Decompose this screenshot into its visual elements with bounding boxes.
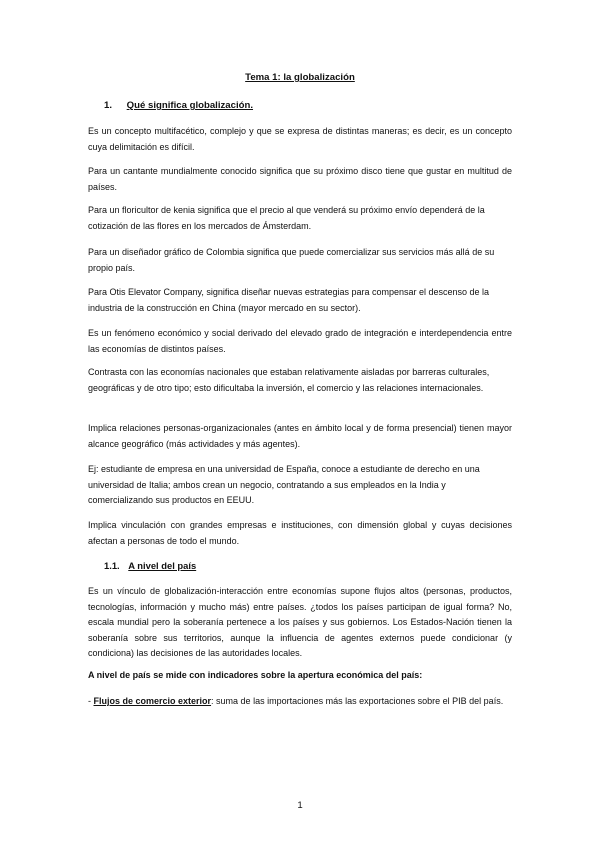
bullet-text: : suma de las importaciones más las exportaciones sobre el PIB del país.	[211, 696, 504, 706]
paragraph: Es un concepto multifacético, complejo y que se expresa de distintas maneras; es decir, es un concepto cuya delimitación es difícil.	[88, 126, 512, 152]
paragraph: Es un vínculo de globalización-interacción entre economías supone flujos altos (personas, productos, tecnologías, información y mucho más) entre países. ¿todos los países participan de igual forma? No, escala mundial pero la soberanía pertenece a los países y sus gobiernos. Los Estados-Nación tienen la soberanía sobre sus territorios, aunque la influencia de agentes externos puede condicionar (y condiciona) las decisiones de las autoridades locales.	[88, 586, 512, 658]
bullet-term: Flujos de comercio exterior	[93, 696, 212, 706]
paragraph: Implica relaciones personas-organizacionales (antes en ámbito local y de forma presencial) tienen mayor alcance geográfico (más actividades y más agentes).	[88, 423, 512, 449]
section-title: A nivel del país	[128, 560, 197, 571]
bullet-item	[88, 694, 512, 710]
page-number: 1	[297, 800, 303, 811]
document-title: Tema 1: la globalización	[245, 72, 355, 83]
section-number: 1.1.	[104, 560, 120, 571]
paragraph: Ej: estudiante de empresa en una universidad de España, conoce a estudiante de derecho en una universidad de Italia; ambos crean un negocio, contratando a sus empleados en la India y comercializando sus productos en EEUU.	[88, 464, 480, 505]
paragraph: Para un cantante mundialmente conocido significa que su próximo disco tiene que gustar en multitud de países.	[88, 166, 512, 192]
paragraph: Implica vinculación con grandes empresas e instituciones, con dimensión global y cuyas decisiones afectan a personas de todo el mundo.	[88, 520, 512, 546]
bullet-prefix: -	[88, 696, 94, 706]
section-heading-1-1	[104, 560, 196, 571]
section-heading-1	[104, 100, 253, 111]
section-number: 1.	[104, 100, 113, 111]
bold-statement: A nivel de país se mide con indicadores sobre la apertura económica del país:	[88, 670, 423, 680]
paragraph: Para un diseñador gráfico de Colombia significa que puede comercializar sus servicios más allá de su propio país.	[88, 247, 495, 273]
paragraph: Para un floricultor de kenia significa que el precio al que venderá su próximo envío dependerá de la cotización de las flores en los mercados de Ámsterdam.	[88, 205, 485, 231]
paragraph: Para Otis Elevator Company, significa diseñar nuevas estrategias para compensar el descenso de la industria de la construcción en China (mayor mercado en su sector).	[88, 287, 490, 313]
paragraph: Contrasta con las economías nacionales que estaban relativamente aisladas por barreras culturales, geográficas y de otro tipo; esto dificultaba la inversión, el comercio y las relaciones internacionales.	[88, 367, 490, 393]
paragraph: Es un fenómeno económico y social derivado del elevado grado de integración e interdependencia entre las economías de distintos países.	[88, 328, 512, 354]
section-title: Qué significa globalización.	[126, 100, 254, 111]
